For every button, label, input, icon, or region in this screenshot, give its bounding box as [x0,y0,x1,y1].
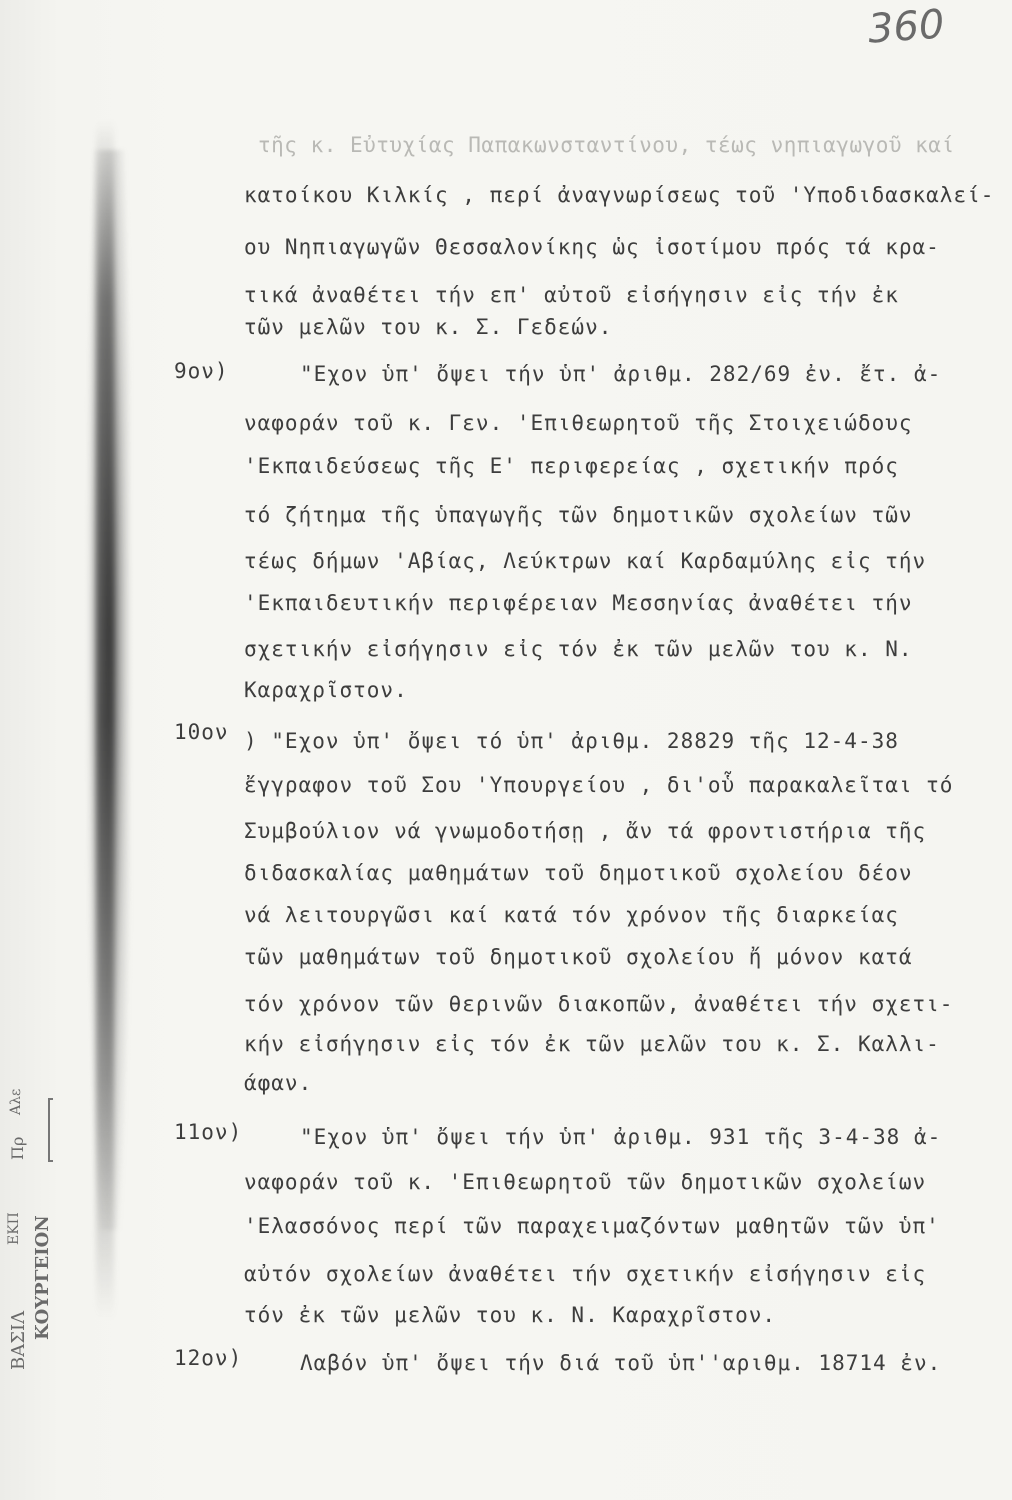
text-line: τῶν μαθημάτων τοῦ δημοτικοῦ σχολείου ἤ μόνον κατά [244,945,913,969]
text-line: ου Νηπιαγωγῶν Θεσσαλονίκης ὡς ἰσοτίμου πρός τά κρα- [244,235,940,259]
text-line: 'Εκπαιδευτικήν περιφέρειαν Μεσσηνίας ἀναθέτει τήν [244,591,913,615]
text-line: ναφοράν τοῦ κ. Γεν. 'Επιθεωρητοῦ τῆς Στοιχειώδους [244,411,913,435]
text-line: "Εχον ὑπ' ὄψει τήν ὑπ' ἀριθμ. 282/69 ἐν. ἔτ. ἀ- [300,362,942,386]
text-line: διδασκαλίας μαθημάτων τοῦ δημοτικοῦ σχολείου δέον [244,861,913,885]
text-line: τῶν μελῶν του κ. Σ. Γεδεών. [244,315,613,339]
text-line: σχετικήν εἰσήγησιν εἰς τόν ἐκ τῶν μελῶν του κ. Ν. [244,637,913,661]
text-line: ναφοράν τοῦ κ. 'Επιθεωρητοῦ τῶν δημοτικῶν σχολείων [244,1170,927,1194]
text-line: Καραχρῖστον. [244,678,408,702]
item-number-9: 9ον) [174,359,229,383]
text-line: άφαν. [244,1071,313,1095]
text-line: τικά ἀναθέτει τήν επ' αὐτοῦ εἰσήγησιν εἰς τήν ἐκ [244,283,899,307]
stamp-text: ΚΟΥΡΓΕΙΟΝ [32,1215,53,1340]
text-line: Συμβούλιον νά γνωμοδοτήσῃ , ἄν τά φροντιστήρια τῆς [244,819,927,843]
text-line: ) "Εχον ὑπ' ὄψει τό ὑπ' ἀριθμ. 28829 τῆς 12-4-38 [244,729,899,753]
stamp-text: Αλε [8,1088,24,1115]
text-line: αὐτόν σχολείων ἀναθέτει τήν σχετικήν εἰσήγησιν εἰς [244,1262,927,1286]
folio-number: 360 [866,1,946,53]
text-line: νά λειτουργῶσι καί κατά τόν χρόνον τῆς διαρκείας [244,903,899,927]
stamp-text: ΒΑΣΙΛ [8,1310,29,1370]
text-line: τόν χρόνον τῶν θερινῶν διακοπῶν, ἀναθέτει τήν σχετι- [244,992,954,1016]
text-line: κατοίκου Κιλκίς , περί ἀναγνωρίσεως τοῦ 'Υποδιδασκαλεί- [244,183,995,207]
text-line: "Εχον ὑπ' ὄψει τήν ὑπ' ἀριθμ. 931 τῆς 3-4-38 ἀ- [300,1125,942,1149]
text-line: τόν ἐκ τῶν μελῶν του κ. Ν. Καραχρῖστον. [244,1303,777,1327]
stamp-text: Πρ [8,1136,27,1160]
item-number-10: 10ον [174,720,229,744]
text-line: τό ζήτημα τῆς ὑπαγωγῆς τῶν δημοτικῶν σχολείων τῶν [244,503,913,527]
text-line: ἔγγραφον τοῦ Σου 'Υπουργείου , δι'οὗ παρακαλεῖται τό [244,773,954,797]
text-line: κήν εἰσήγησιν εἰς τόν ἐκ τῶν μελῶν του κ. Σ. Καλλι- [244,1032,940,1056]
stamp-text: ΕΚΠ [6,1212,22,1245]
stamp-bracket [48,1098,53,1162]
binding-shadow-core [96,120,114,1320]
item-number-11: 11ον) [174,1120,243,1144]
text-line: τέως δήμων 'Αβίας, Λεύκτρων καί Καρδαμύλης εἰς τήν [244,549,927,573]
text-line: Λαβόν ὑπ' ὄψει τήν διά τοῦ ὑπ''αριθμ. 18714 ἐν. [300,1351,942,1375]
text-line: 'Ελασσόνος περί τῶν παραχειμαζόντων μαθητῶν τῶν ὑπ' [244,1214,940,1238]
faint-top-line: τῆς κ. Εὐτυχίας Παπακωνσταντίνου, τέως νηπιαγωγοῦ καί [258,133,955,157]
text-line: 'Εκπαιδεύσεως τῆς Ε' περιφερείας , σχετικήν πρός [244,454,899,478]
item-number-12: 12ον) [174,1346,243,1370]
